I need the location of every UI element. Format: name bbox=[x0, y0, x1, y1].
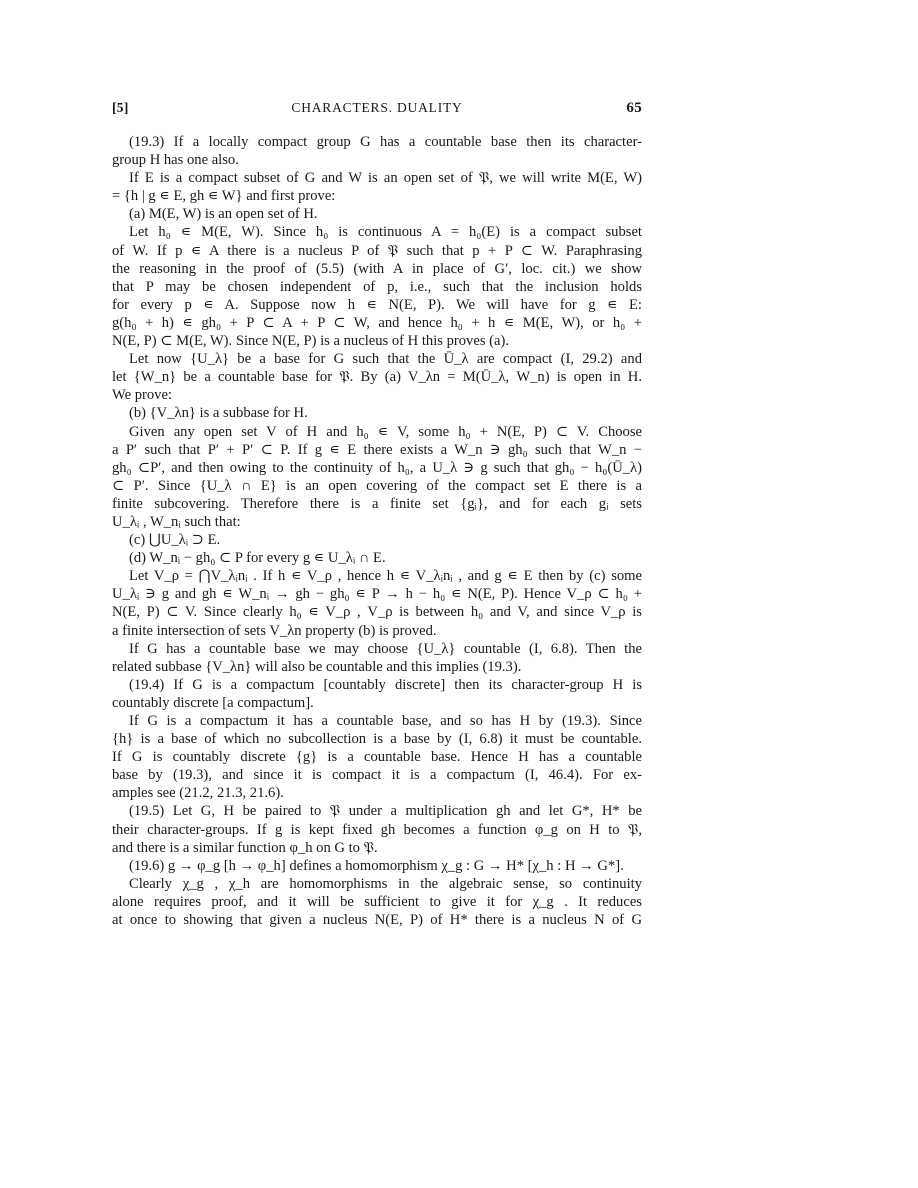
text-line: U_λᵢ , W_nᵢ such that: bbox=[112, 513, 241, 530]
body-text bbox=[112, 133, 642, 929]
text-line: Given any open set V of H and h₀ ∊ V, some h₀ + N(E, P) ⊂ V. Choose bbox=[129, 423, 642, 440]
text-line: (19.4) If G is a compactum [countably discrete] then its character-group H is bbox=[129, 676, 642, 693]
text-line: N(E, P) ⊂ M(E, W). Since N(E, P) is a nucleus of H this proves (a). bbox=[112, 333, 509, 350]
text-line: (19.3) If a locally compact group G has a countable base then its character- bbox=[129, 134, 642, 150]
text-line: (19.5) Let G, H be paired to 𝔓 under a multiplication gh and let G*, H* be bbox=[129, 803, 642, 820]
text-line: If E is a compact subset of G and W is an open set of 𝔓, we will write M(E, W) bbox=[129, 170, 642, 187]
text-line: Let now {U_λ} be a base for G such that the Ū_λ are compact (I, 29.2) and bbox=[129, 351, 642, 368]
section-number: [5] bbox=[112, 100, 129, 115]
text-line: (a) M(E, W) is an open set of H. bbox=[129, 206, 318, 223]
text-line: of W. If p ∊ A there is a nucleus P of 𝔓 such that p + P ⊂ W. Paraphrasing bbox=[112, 242, 642, 259]
text-line: (19.6) g → φ_g [h → φ_h] defines a homomorphism χ_g : G → H* [χ_h : H → G*]. bbox=[129, 857, 624, 874]
text-line: at once to showing that given a nucleus N(E, P) of H* there is a nucleus N of G bbox=[112, 912, 642, 929]
text-line: gh₀ ⊂P′, and then owing to the continuity of h₀, a U_λ ∋ g such that gh₀ − h₀(Ū_λ) bbox=[112, 459, 642, 476]
text-line: alone requires proof, and it will be sufficient to give it for χ_g . It reduces bbox=[112, 893, 642, 910]
text-line: related subbase {V_λn} will also be countable and this implies (19.3). bbox=[112, 658, 522, 675]
text-line: If G is a compactum it has a countable base, and so has H by (19.3). Since bbox=[129, 713, 642, 729]
text-line: If G is countably discrete {g} is a countable base. Hence H has a countable bbox=[112, 749, 642, 766]
text-line: ⊂ P′. Since {U_λ ∩ E} is an open covering of the compact set E there is a bbox=[112, 477, 642, 494]
text-line: g(h₀ + h) ∊ gh₀ + P ⊂ A + P ⊂ W, and hence h₀ + h ∊ M(E, W), or h₀ + bbox=[112, 314, 642, 331]
text-line: If G has a countable base we may choose {U_λ} countable (I, 6.8). Then the bbox=[129, 640, 642, 657]
text-line: that P may be chosen independent of p, i.e., such that the inclusion holds bbox=[112, 278, 642, 295]
running-head bbox=[112, 100, 642, 120]
text-line: (c) ⋃U_λᵢ ⊃ E. bbox=[129, 532, 221, 549]
text-line: for every p ∊ A. Suppose now h ∊ N(E, P). We will have for g ∊ E: bbox=[112, 296, 642, 313]
text-line: let {W_n} be a countable base for 𝔓. By (a) V_λn = M(Ū_λ, W_n) is open in H. bbox=[112, 369, 642, 386]
text-line: N(E, P) ⊂ V. Since clearly h₀ ∊ V_ρ , V_ρ is between h₀ and V, and since V_ρ is bbox=[112, 604, 642, 621]
text-line: group H has one also. bbox=[112, 152, 239, 169]
text-line: a P′ such that P′ + P′ ⊂ P. If g ∊ E there exists a W_n ∋ gh₀ such that W_n − bbox=[112, 441, 642, 458]
text-line: their character-groups. If g is kept fixed gh becomes a function φ_g on H to 𝔓, bbox=[112, 821, 642, 838]
text-line: finite subcovering. Therefore there is a finite set {gᵢ}, and for each gᵢ sets bbox=[112, 495, 642, 512]
text-line: {h} is a base of which no subcollection is a base by (I, 6.8) it must be countable. bbox=[112, 731, 642, 748]
text-line: We prove: bbox=[112, 387, 173, 404]
page-number: 65 bbox=[626, 100, 642, 116]
text-line: (d) W_nᵢ − gh₀ ⊂ P for every g ∊ U_λᵢ ∩ E. bbox=[129, 550, 386, 567]
text-line: Let h₀ ∊ M(E, W). Since h₀ is continuous A = h₀(E) is a compact subset bbox=[129, 224, 642, 241]
text-line: a finite intersection of sets V_λn property (b) is proved. bbox=[112, 622, 437, 639]
text-line: (b) {V_λn} is a subbase for H. bbox=[129, 405, 308, 422]
text-line: Clearly χ_g , χ_h are homomorphisms in the algebraic sense, so continuity bbox=[129, 875, 642, 892]
text-line: = {h | g ∊ E, gh ∊ W} and first prove: bbox=[112, 188, 336, 205]
text-line: Let V_ρ = ⋂V_λᵢnᵢ . If h ∊ V_ρ , hence h ∊ V_λᵢnᵢ , and g ∊ E then by (c) some bbox=[129, 568, 642, 585]
chapter-title: CHARACTERS. DUALITY bbox=[291, 100, 463, 115]
text-line: countably discrete [a compactum]. bbox=[112, 694, 314, 711]
text-line: amples see (21.2, 21.3, 21.6). bbox=[112, 785, 284, 802]
text-line: U_λᵢ ∋ g and gh ∊ W_nᵢ → gh − gh₀ ∊ P → h − h₀ ∊ N(E, P). Hence V_ρ ⊂ h₀ + bbox=[112, 586, 642, 603]
text-line: and there is a similar function φ_h on G to 𝔓. bbox=[112, 839, 378, 856]
text-line: the reasoning in the proof of (5.5) (with A in place of G′, loc. cit.) we show bbox=[112, 260, 642, 277]
text-line: base by (19.3), and since it is compact it is a compactum (I, 46.4). For ex- bbox=[112, 767, 642, 784]
